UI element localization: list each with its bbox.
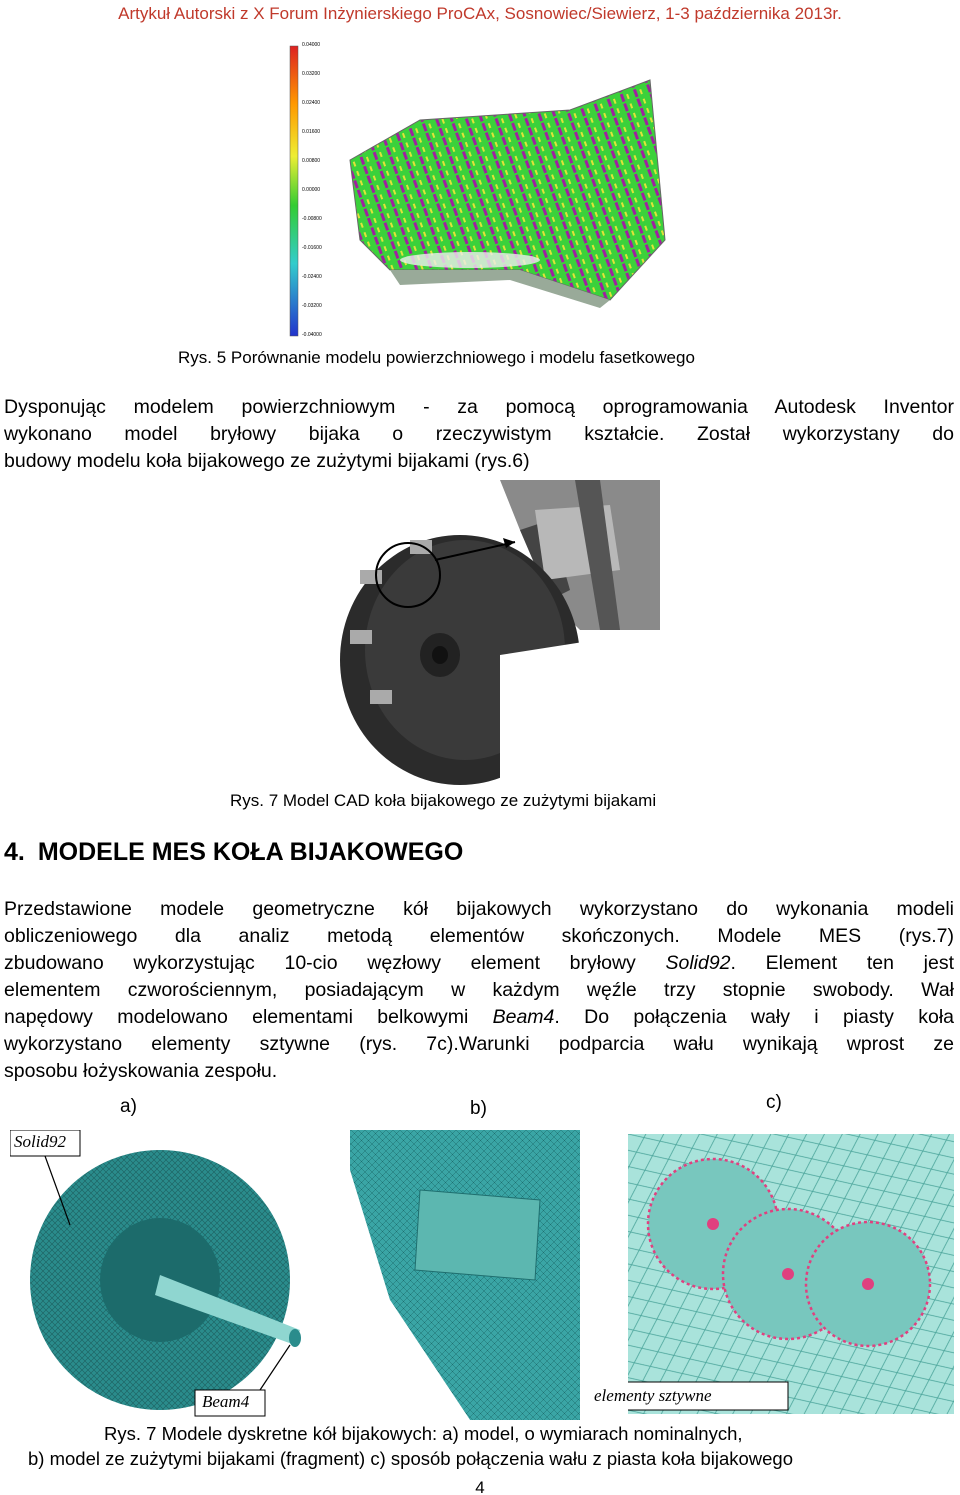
element-name-solid92: Solid92 — [665, 952, 731, 974]
fe-callout-solid92: Solid92 — [14, 1132, 66, 1151]
section-heading — [4, 838, 463, 867]
paragraph-2 — [4, 896, 954, 1085]
paragraph-line: Przedstawione modele geometryczne kół bijakowych wykorzystano do wykonania modeli — [4, 898, 954, 920]
section-number: 4. — [4, 838, 25, 866]
paragraph-line — [4, 950, 954, 977]
fe-model-b-graphic — [330, 1130, 590, 1420]
fe-callout-rigid-elements: elementy sztywne — [594, 1386, 712, 1405]
scale-label: -0.03200 — [302, 303, 322, 309]
fe-model-c-graphic — [628, 1134, 954, 1414]
figure-7-label-a: a) — [120, 1096, 137, 1117]
paragraph-line: wykorzystano elementy sztywne (rys. 7c).Warunki podparcia wału wynikają wprost ze — [4, 1033, 954, 1055]
figure-7-fe-models — [0, 1090, 960, 1420]
scale-label: 0.00800 — [302, 158, 321, 164]
paragraph-line — [4, 1004, 954, 1031]
scale-label: -0.04000 — [302, 332, 322, 338]
paragraph-line: obliczeniowego dla analiz metodą elementów skończonych. Modele MES (rys.7) — [4, 925, 954, 947]
figure-7-cad-caption: Rys. 7 Model CAD koła bijakowego ze zużytymi bijakami — [230, 791, 657, 810]
figure-5-caption: Rys. 5 Porównanie modelu powierzchniowego i modelu fasetkowego — [178, 348, 695, 367]
running-header: Artykuł Autorski z X Forum Inżynierskiego ProCAx, Sosnowiec/Siewierz, 1-3 października 2013r. — [118, 4, 842, 23]
paragraph-line: elementem czworościennym, posiadającym w każdym węźle trzy stopnie swobody. Wał — [4, 979, 954, 1001]
figure-7-label-b: b) — [470, 1098, 487, 1119]
scale-label: -0.00800 — [302, 216, 322, 222]
section-title: MODELE MES KOŁA BIJAKOWEGO — [37, 838, 464, 866]
text-run: . Do połączenia wały i piasty koła — [554, 1006, 954, 1028]
text-run: . Element ten jest — [730, 952, 954, 974]
text-run: napędowy modelowano elementami belkowymi — [4, 1006, 493, 1028]
text-run: zbudowano wykorzystując 10-cio węzłowy element bryłowy — [4, 952, 666, 974]
paragraph-1 — [4, 394, 954, 475]
figure-cad-model — [320, 480, 660, 785]
paragraph-line: wykonano model bryłowy bijaka o rzeczywistym kształcie. Został wykorzystany do — [4, 423, 954, 445]
fe-callout-beam4: Beam4 — [202, 1392, 250, 1411]
figure-5-deviation-map — [270, 40, 680, 340]
page-number: 4 — [475, 1478, 485, 1495]
scale-label: -0.01600 — [302, 245, 322, 251]
color-scale-labels — [302, 42, 342, 338]
cad-wheel-graphic — [320, 480, 660, 785]
figure-7-fe-caption-line-2: b) model ze zużytymi bijakami (fragment) c) sposób połączenia wału z piasta koła bijakowego — [28, 1448, 794, 1469]
paragraph-line: sposobu łożyskowania zespołu. — [4, 1060, 278, 1082]
scale-label: 0.02400 — [302, 100, 321, 106]
scale-label: -0.02400 — [302, 274, 322, 280]
figure-7-fe-caption-line-1: Rys. 7 Modele dyskretne kół bijakowych: a) model, o wymiarach nominalnych, — [104, 1423, 743, 1444]
scale-label: 0.00000 — [302, 187, 321, 193]
scale-label: 0.01600 — [302, 129, 321, 135]
paragraph-line: budowy modelu koła bijakowego ze zużytymi bijakami (rys.6) — [4, 450, 530, 472]
element-name-beam4: Beam4 — [492, 1006, 555, 1028]
scale-label: 0.04000 — [302, 42, 321, 48]
figure-7-label-c: c) — [766, 1092, 782, 1113]
scale-label: 0.03200 — [302, 71, 321, 77]
fe-model-a-graphic — [10, 1130, 330, 1420]
paragraph-line: Dysponując modelem powierzchniowym - za pomocą oprogramowania Autodesk Inventor — [4, 396, 954, 418]
